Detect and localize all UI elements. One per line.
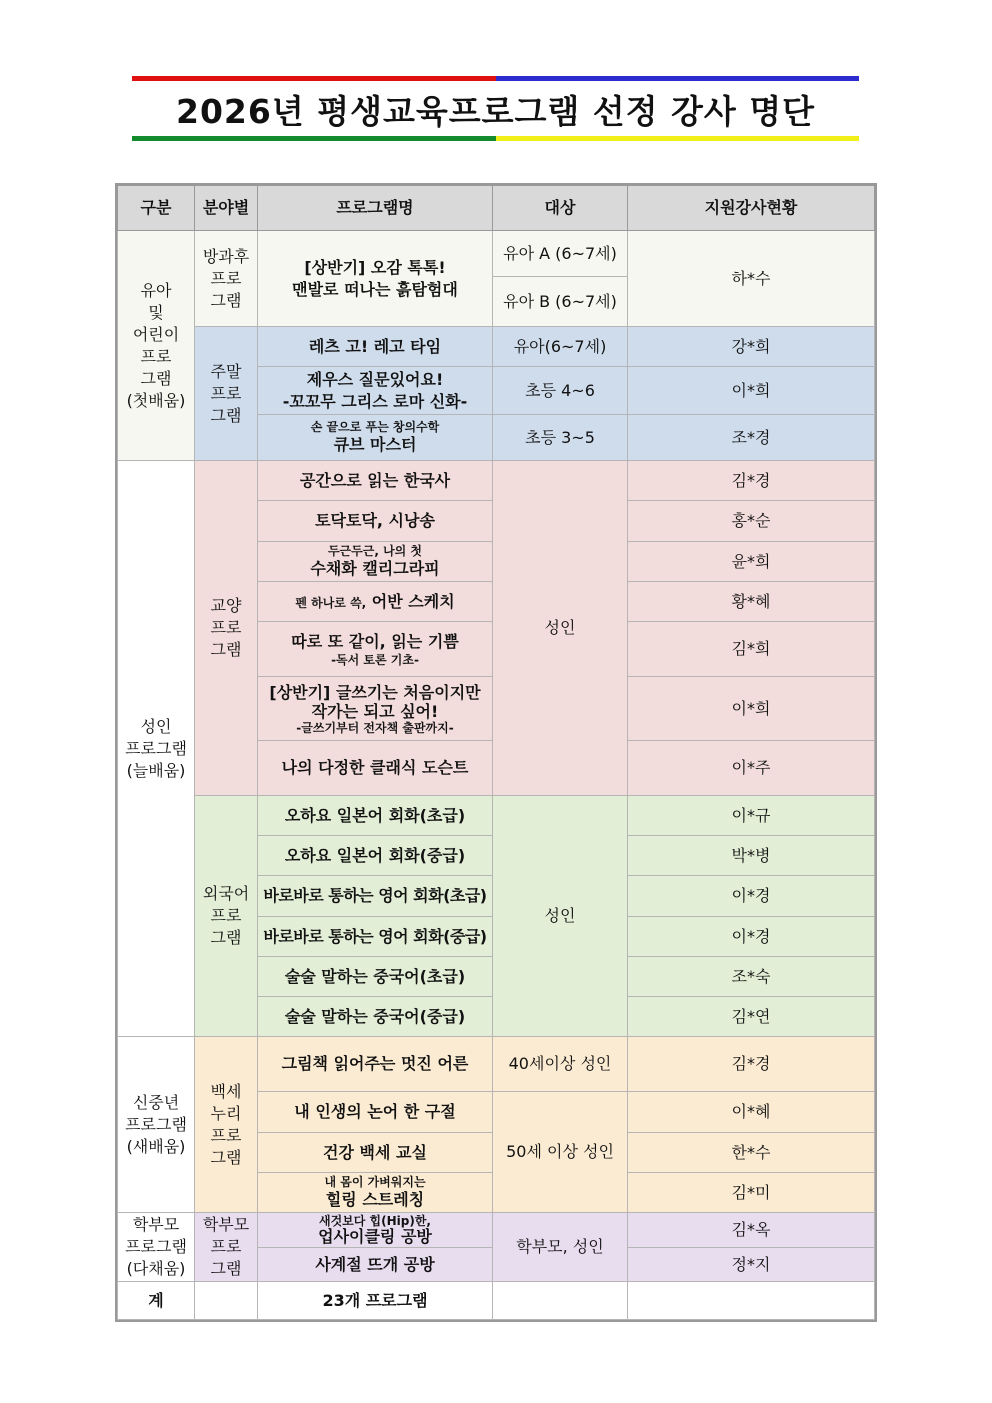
instructor-cell: 김*연 — [628, 997, 875, 1037]
table-row — [118, 327, 875, 367]
total-empty-cell — [493, 1282, 628, 1320]
target-cell: 50세 이상 성인 — [493, 1092, 628, 1213]
program-name: 그림책 읽어주는 멋진 어른 — [258, 1037, 493, 1092]
target-cell: 유아 B (6~7세) — [493, 277, 628, 327]
program-name: [상반기] 오감 톡톡! 맨발로 떠나는 흙탐험대 — [258, 231, 493, 327]
instructor-cell: 김*경 — [628, 461, 875, 501]
header-target: 대상 — [493, 186, 628, 231]
group-cell-adult: 성인 프로그램 (늘배움) — [118, 461, 195, 1037]
field-cell-culture: 교양 프로 그램 — [195, 461, 258, 796]
field-cell-weekend: 주말 프로 그램 — [195, 327, 258, 461]
group-cell-children: 유아 및 어린이 프로 그램 (첫배움) — [118, 231, 195, 461]
table-row — [118, 1037, 875, 1092]
instructor-cell: 한*수 — [628, 1133, 875, 1173]
program-name: 술술 말하는 중국어(중급) — [258, 997, 493, 1037]
instructor-table — [117, 185, 875, 1320]
table-row — [118, 231, 875, 277]
instructor-cell: 윤*희 — [628, 542, 875, 582]
program-name: 펜 하나로 쓱, 어반 스케치 — [258, 582, 493, 622]
program-name: 사계절 뜨개 공방 — [258, 1248, 493, 1282]
title-top-bar — [132, 76, 859, 81]
table-row — [118, 1213, 875, 1248]
group-cell-parent: 학부모 프로그램 (다채움) — [118, 1213, 195, 1282]
program-name: 건강 백세 교실 — [258, 1133, 493, 1173]
instructor-cell: 정*지 — [628, 1248, 875, 1282]
program-name: 공간으로 읽는 한국사 — [258, 461, 493, 501]
instructor-cell: 홍*순 — [628, 501, 875, 542]
instructor-cell: 황*혜 — [628, 582, 875, 622]
target-cell: 40세이상 성인 — [493, 1037, 628, 1092]
program-name: 오하요 일본어 회화(초급) — [258, 796, 493, 836]
header-field: 분야별 — [195, 186, 258, 231]
instructor-cell: 김*미 — [628, 1173, 875, 1213]
title-bottom-bar — [132, 136, 859, 141]
instructor-cell: 이*경 — [628, 917, 875, 957]
target-cell: 초등 3~5 — [493, 415, 628, 461]
program-name: 제우스 질문있어요! -꼬꼬무 그리스 로마 신화- — [258, 367, 493, 415]
header-program: 프로그램명 — [258, 186, 493, 231]
total-label: 계 — [118, 1282, 195, 1320]
instructor-cell: 김*옥 — [628, 1213, 875, 1248]
instructor-cell: 조*경 — [628, 415, 875, 461]
program-name: 오하요 일본어 회화(중급) — [258, 836, 493, 876]
field-cell-senior: 백세 누리 프로 그램 — [195, 1037, 258, 1213]
page-title: 2026년 평생교육프로그램 선정 강사 명단 — [176, 92, 815, 131]
field-cell-afterschool: 방과후 프로 그램 — [195, 231, 258, 327]
table-row — [118, 796, 875, 836]
instructor-cell: 하*수 — [628, 231, 875, 327]
field-cell-language: 외국어 프로 그램 — [195, 796, 258, 1037]
program-name: [상반기] 글쓰기는 처음이지만 작가는 되고 싶어! -글쓰기부터 전자책 출판까지- — [258, 677, 493, 741]
program-name: 바로바로 통하는 영어 회화(중급) — [258, 917, 493, 957]
instructor-cell: 이*희 — [628, 677, 875, 741]
total-programs: 23개 프로그램 — [258, 1282, 493, 1320]
target-cell: 유아(6~7세) — [493, 327, 628, 367]
instructor-cell: 이*경 — [628, 876, 875, 917]
target-cell: 학부모, 성인 — [493, 1213, 628, 1282]
program-name: 내 몸이 가벼워지는 힐링 스트레칭 — [258, 1173, 493, 1213]
instructor-cell: 이*혜 — [628, 1092, 875, 1133]
group-cell-senior: 신중년 프로그램 (새배움) — [118, 1037, 195, 1213]
instructor-cell: 이*규 — [628, 796, 875, 836]
target-cell: 유아 A (6~7세) — [493, 231, 628, 277]
program-name: 두근두근, 나의 첫 수채화 캘리그라피 — [258, 542, 493, 582]
target-cell: 초등 4~6 — [493, 367, 628, 415]
instructor-cell: 김*희 — [628, 622, 875, 677]
instructor-cell: 조*숙 — [628, 957, 875, 997]
program-name: 술술 말하는 중국어(초급) — [258, 957, 493, 997]
field-cell-parent: 학부모 프로 그램 — [195, 1213, 258, 1282]
program-name: 새것보다 힙(Hip)한, 업사이클링 공방 — [258, 1213, 493, 1248]
target-cell: 성인 — [493, 796, 628, 1037]
program-name: 내 인생의 논어 한 구절 — [258, 1092, 493, 1133]
table-header-row — [118, 186, 875, 231]
program-name: 바로바로 통하는 영어 회화(초급) — [258, 876, 493, 917]
header-category: 구분 — [118, 186, 195, 231]
instructor-cell: 김*경 — [628, 1037, 875, 1092]
instructor-cell: 강*희 — [628, 327, 875, 367]
program-name: 나의 다정한 클래식 도슨트 — [258, 741, 493, 796]
program-name: 따로 또 같이, 읽는 기쁨 -독서 토론 기초- — [258, 622, 493, 677]
target-cell: 성인 — [493, 461, 628, 796]
header-instructor: 지원강사현황 — [628, 186, 875, 231]
program-name: 레츠 고! 레고 타임 — [258, 327, 493, 367]
total-empty-cell — [195, 1282, 258, 1320]
instructor-cell: 이*희 — [628, 367, 875, 415]
table-row — [118, 461, 875, 501]
total-empty-cell — [628, 1282, 875, 1320]
program-name: 손 끝으로 푸는 창의수학 큐브 마스터 — [258, 415, 493, 461]
instructor-cell: 이*주 — [628, 741, 875, 796]
program-name: 토닥토닥, 시낭송 — [258, 501, 493, 542]
instructor-cell: 박*병 — [628, 836, 875, 876]
total-row — [118, 1282, 875, 1320]
